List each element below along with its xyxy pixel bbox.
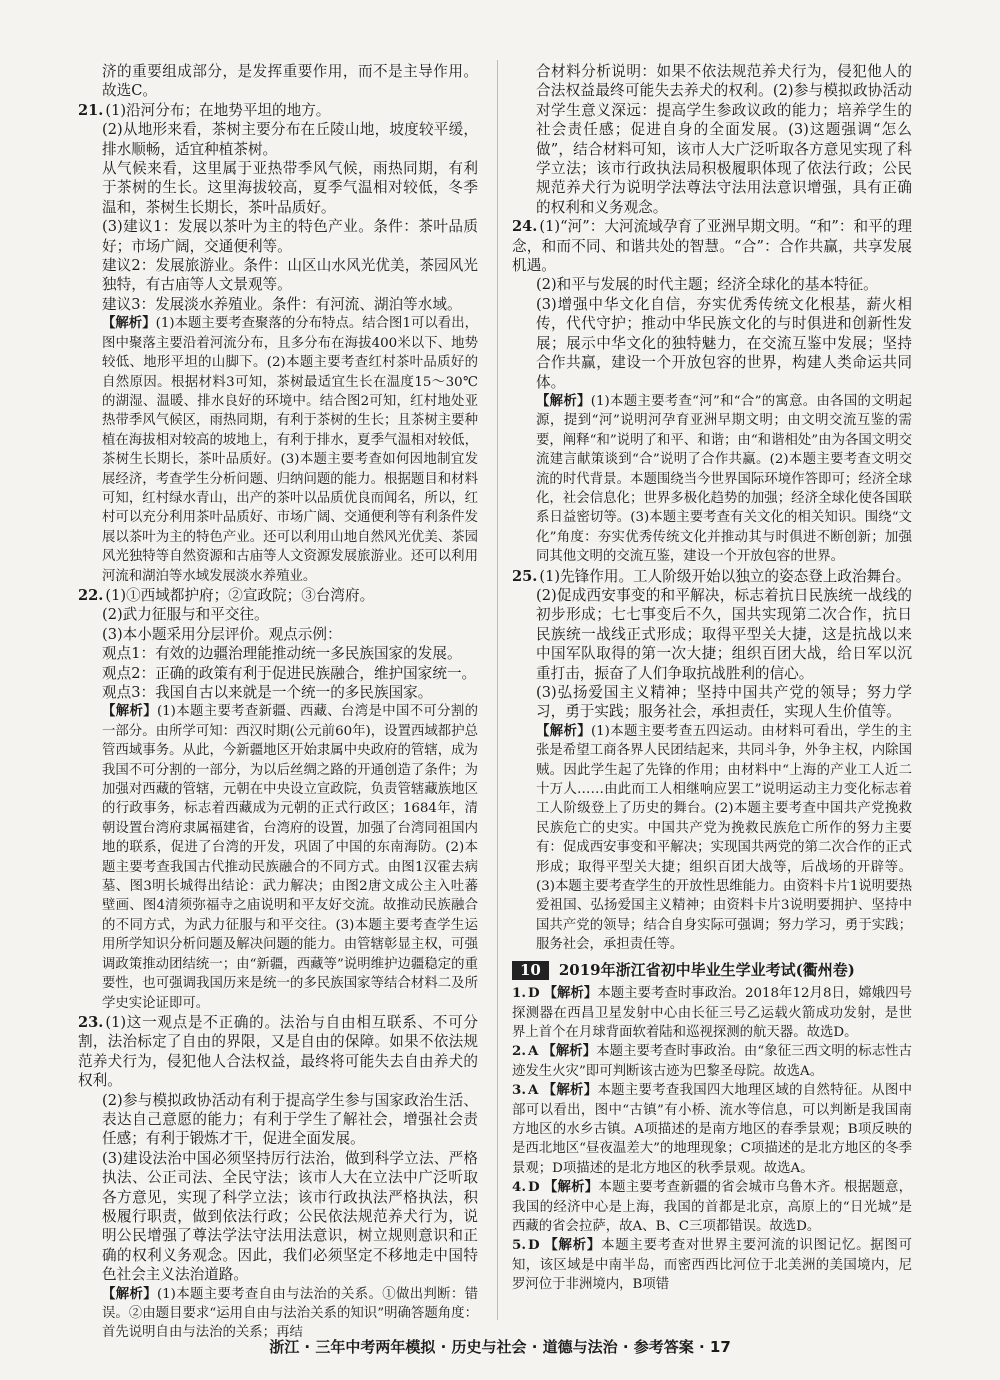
answer-paragraph: (2)武力征服与和平交往。 [102, 606, 269, 624]
page-footer: 浙江 · 三年中考两年模拟 · 历史与社会 · 道德与法治 · 参考答案 · 17 [269, 1338, 731, 1356]
analysis-tag: 【解析】 [102, 703, 157, 720]
question-answer [78, 586, 478, 605]
analysis-tag: 【解析】 [102, 315, 156, 332]
analysis-text: 本题主要考查时事政治。由“象征三西文明的标志性古迹发生火灾”即可判断该古迹为巴黎圣母院。故选A。 [512, 1044, 912, 1079]
question-number: 23. [78, 1013, 104, 1031]
answer-paragraph: 济的重要组成部分，是发挥重要作用，而不是主导作用。故选C。 [102, 63, 478, 100]
question-answer [512, 217, 912, 275]
question-number: 5. [512, 1237, 526, 1254]
mcq-answer [512, 984, 912, 1042]
column-divider [497, 60, 498, 1320]
answer-paragraph: 观点1：有效的边疆治理能推动统一多民族国家的发展。 [102, 645, 462, 663]
question-number: 3. [512, 1082, 526, 1099]
analysis-tag: 【解析】 [543, 1237, 602, 1254]
analysis-paragraph [78, 314, 478, 586]
question-number: 25. [512, 567, 538, 585]
right-column [512, 62, 912, 1312]
analysis-text: (1)本题主要考查五四运动。由材料可看出，学生的主张是希望工商各界人民团结起来，共同斗争，外争主权，内除国贼。因此学生起了先锋的作用；由材料中“上海的产业工人近二十万人……由此而工人相继响应罢工”说明运动主力变化标志着工人阶级登上了历史的舞台。(2)本题主要考查中国共产党挽救民族危亡的史实。中国共产党为挽救民族危亡所作的努力主要有：促成西安事变和平解决；实现国共两党的第二次合作的正式形成；取得平型关大捷；组织百团大战等，后战场的开辟等。(3)本题主要考查学生的开放性思维能力。由资料卡片1说明要热爱祖国、弘扬爱国主义精神；由资料卡片3说明要拥护、坚持中国共产党的领导；结合自身实际可强调；努力学习，勇于实践；服务社会，承担责任等。 [536, 723, 913, 953]
answer-text: (1)①西域都护府；②宣政院；③台湾府。 [105, 586, 375, 604]
analysis-paragraph [512, 722, 912, 955]
analysis-tag: 【解析】 [542, 1082, 598, 1099]
mcq-answer [512, 1178, 912, 1236]
answer-text: (1)沿河分布；在地势平坦的地方。 [105, 101, 331, 119]
mcq-answer [512, 1081, 912, 1178]
answer-paragraph: 合材料分析说明：如果不依法规范养犬行为，侵犯他人的合法权益最终可能失去养犬的权利。(2)参与模拟政协活动对学生意义深远：提高学生参政议政的能力；培养学生的社会责任感；促进自身的全面发展。(3)这题强调“怎么做”，结合材料可知，该市人大广泛听取各方意见实现了科学立法；该市行政执法局积极履职体现了依法行政；公民规范养犬行为说明学法尊法守法用法意识增强，具有正确的权利和义务观念。 [536, 63, 912, 216]
answer-paragraph: 建议3：发展淡水养殖业。条件：有河流、湖泊等水域。 [102, 295, 462, 313]
question-number: 4. [512, 1179, 526, 1196]
answer-paragraph: (2)从地形来看，茶树主要分布在丘陵山地，坡度较平缓，排水顺畅，适宜种植茶树。 [102, 121, 478, 158]
answer-choice: D [527, 1179, 540, 1196]
analysis-text: (1)本题主要考查聚落的分布特点。结合图1可以看出，图中聚落主要沿着河流分布，且多分布在海拔400米以下、地势较低、地形平坦的山脚下。(2)本题主要考查红村茶叶品质好的自然原因。根据材料3可知，茶树最适宜生长在温度15～30℃的湖湿、温暖、排水良好的环境中。结合图2可知，红村地处亚热带季风气候区，雨热同期，有利于茶树的生长；且茶树主要种植在海拔相对较高的坡地上，有利于排水，夏季气温相对较低，茶树生长期长，茶叶品质好。(3)本题主要考查如何因地制宜发展经济，考查学生分析问题、归纳问题的能力。根据题目和材料可知，红村绿水青山，出产的茶叶以品质优良而闻名，所以，红村可以充分利用茶叶品质好、市场广阔、交通便利等有利条件发展以茶叶为主的特色产业。还可以利用山地自然风光优美、茶园风光独特等自然资源和古庙等人文资源发展旅游业。还可以利用河流和湖泊等水域发展淡水养殖业。 [102, 316, 478, 584]
answer-text: (1)“河”：大河流域孕育了亚洲早期文明。“和”：和平的理念，和而不同、和谐共处的智慧。“合”：合作共赢，共享发展机遇。 [512, 218, 912, 275]
answer-paragraph: (3)弘扬爱国主义精神；坚持中国共产党的领导；努力学习，勇于实践；服务社会，承担责任，实现人生价值等。 [536, 684, 912, 721]
answer-paragraph: (3)建议1：发展以茶叶为主的特色产业。条件：茶叶品质好；市场广阔，交通便利等。 [102, 218, 478, 255]
answer-paragraph: 观点3：我国自古以来就是一个统一的多民族国家。 [102, 684, 433, 701]
answer-choice: A [527, 1043, 539, 1060]
analysis-tag: 【解析】 [543, 985, 598, 1002]
analysis-tag: 【解析】 [536, 722, 591, 739]
analysis-tag: 【解析】 [102, 1285, 157, 1302]
section-title: 2019年浙江省初中毕业生学业考试(衢州卷) [558, 960, 855, 979]
section-number: 10 [512, 961, 549, 980]
analysis-text: 本题主要考查新疆的省会城市乌鲁木齐。根据题意，我国的经济中心是上海，我国的首都是北京，高原上的“日光城”是西藏的省会拉萨，故A、B、C三项都错误。故选D。 [512, 1180, 913, 1234]
answer-text: (1)先锋作用。工人阶级开始以独立的姿态登上政治舞台。 [539, 567, 911, 585]
answer-choice: D [527, 985, 540, 1002]
analysis-paragraph [78, 702, 478, 1013]
analysis-text: (1)本题主要考查自由与法治的关系。①做出判断：错误。②由题目要求“运用自由与法治关系的知识”明确答题角度：首先说明自由与法治的关系；再结 [102, 1286, 479, 1341]
answer-choice: D [527, 1237, 540, 1254]
analysis-text: (1)本题主要考查“河”和“合”的寓意。由各国的文明起源，提到“河”说明河孕育亚洲早期文明；由文明交流互鉴的需要，阐释“和”说明了和平、和谐；由“和谐相处”由为各国文明交流建言献策谈到“合”说明了合作共赢。(2)本题主要考查文明交流的时代背景。本题围绕当今世界国际环境作答即可；经济全球化，社会信息化；世界多极化趋势的加强；经济全球化使各国联系日益密切等。(3)本题主要考查有关文化的相关知识。围绕“文化”角度：夯实优秀传统文化并推动其与时俱进不断创新；加强同其他文明的交流互鉴，建设一个开放包容的世界。 [536, 393, 912, 565]
answer-paragraph: (3)建设法治中国必须坚持厉行法治，做到科学立法、严格执法、公正司法、全民守法；该市人大在立法中广泛听取各方意见，实现了科学立法；该市行政执法严格执法，积极履行职责，做到依法行政；公民依法规范养犬行为，说明公民增强了尊法学法守法用法意识，树立规则意识和正确的权利义务观念。因此，我们必须坚定不移地走中国特色社会主义法治道路。 [102, 1149, 478, 1284]
left-column [78, 62, 479, 1341]
answer-paragraph: (2)促成西安事变的和平解决，标志着抗日民族统一战线的初步形成；七七事变后不久，国共实现第二次合作，抗日民族统一战线正式形成；取得平型关大捷，这是抗战以来中国军队取得的第一次大捷；组织百团大战，给日军以沉重打击，振奋了人们争取抗战胜利的信心。 [536, 586, 912, 682]
answer-paragraph: 建议2：发展旅游业。条件：山区山水风光优美，茶园风光独特，有古庙等人文景观等。 [102, 257, 478, 294]
section-heading [512, 961, 912, 980]
answer-paragraph: (3)本小题采用分层评价。观点示例： [102, 625, 342, 643]
question-number: 21. [78, 101, 104, 119]
answer-paragraph: 观点2：正确的政策有利于促进民族融合，维护国家统一。 [102, 664, 477, 682]
analysis-tag: 【解析】 [542, 1043, 597, 1060]
analysis-tag: 【解析】 [536, 392, 591, 409]
analysis-text: 本题主要考查我国四大地理区域的自然特征。从图中部可以看出，图中“古镇”有小桥、流水等信息，可以判断是我国南方地区的水乡古镇。A项描述的是南方地区的春季景观；B项反映的是西北地区“昼夜温差大”的地理现象；C项描述的是北方地区的冬季景观；D项描述的是北方地区的秋季景观。故选A。 [512, 1083, 913, 1176]
mcq-answer [512, 1042, 912, 1081]
answer-choice: A [527, 1082, 539, 1099]
answer-text: (1)这一观点是不正确的。法治与自由相互联系、不可分割，法治标定了自由的界限，又是自由的保障。如果不依法规范养犬行为，侵犯他人合法权益，最终将可能失去自由养犬的权利。 [78, 1013, 478, 1090]
analysis-paragraph [512, 392, 912, 567]
analysis-paragraph [78, 1285, 478, 1343]
question-number: 22. [78, 586, 104, 604]
answer-paragraph: (2)参与模拟政协活动有利于提高学生参与国家政治生活、表达自己意愿的能力；有利于学生了解社会，增强社会责任感；有利于锻炼才干，促进全面发展。 [102, 1091, 478, 1148]
question-number: 1. [512, 985, 526, 1002]
question-number: 2. [512, 1043, 526, 1060]
answer-paragraph: (3)增强中华文化自信，夯实优秀传统文化根基，薪火相传，代代守护；推动中华民族文化的与时俱进和创新性发展；展示中华文化的独特魅力，在交流互鉴中发展；坚持合作共赢，建设一个开放包容的世界，构建人类命运共同体。 [536, 295, 912, 391]
analysis-text: 本题主要考查时事政治。2018年12月8日，嫦娥四号探测器在西昌卫星发射中心由长征三号乙运载火箭成功发射，是世界上首个在月球背面软着陆和巡视探测的航天器。故选D。 [512, 986, 913, 1040]
answer-paragraph: 从气候来看，这里属于亚热带季风气候，雨热同期，有利于茶树的生长。这里海拔较高，夏季气温相对较低，冬季温和，茶树生长期长，茶叶品质好。 [102, 160, 478, 216]
mcq-answer [512, 1236, 912, 1294]
question-number: 24. [512, 218, 538, 236]
analysis-text: (1)本题主要考查新疆、西藏、台湾是中国不可分割的一部分。由所学可知：西汉时期(公元前60年)，设置西域都护总管西域事务。从此，今新疆地区开始隶属中央政府的管辖，成为我国不可分割的一部分，为以后丝绸之路的开通创造了条件；为加强对西藏的管辖，元朝在中央设立宣政院，负责管辖藏族地区的行政事务，标志着西藏成为元朝的正式行政区；1684年，清朝设置台湾府隶属福建省，台湾府的设置，加强了台湾同祖国内地的联系，促进了台湾的开发，巩固了中国的东南海防。(2)本题主要考查我国古代推动民族融合的不同方式。由图1汉霍去病墓、图3明长城得出结论：武力解决；由图2唐文成公主入吐蕃壁画、图4清须弥福寺之庙说明和平友好交流。故推动民族融合的不同方式，为武力征服与和平交往。(3)本题主要考查学生运用所学知识分析问题及解决问题的能力。由管辖彰显主权，可强调政策推动团结统一；由“新疆，西藏等”说明维护边疆稳定的重要性，也可强调我国历来是统一的多民族国家等结合材料二及所学史实论证即可。 [102, 704, 479, 1011]
question-answer [78, 1013, 478, 1091]
analysis-tag: 【解析】 [543, 1179, 599, 1196]
question-answer [78, 101, 478, 120]
question-answer [512, 567, 912, 586]
answer-paragraph: (2)和平与发展的时代主题；经济全球化的基本特征。 [536, 276, 878, 294]
analysis-text: 本题主要考查对世界主要河流的识图记忆。据图可知，该区域是中南半岛，而密西西比河位于北美洲的美国境内，尼罗河位于非洲境内，B项错 [512, 1238, 913, 1293]
